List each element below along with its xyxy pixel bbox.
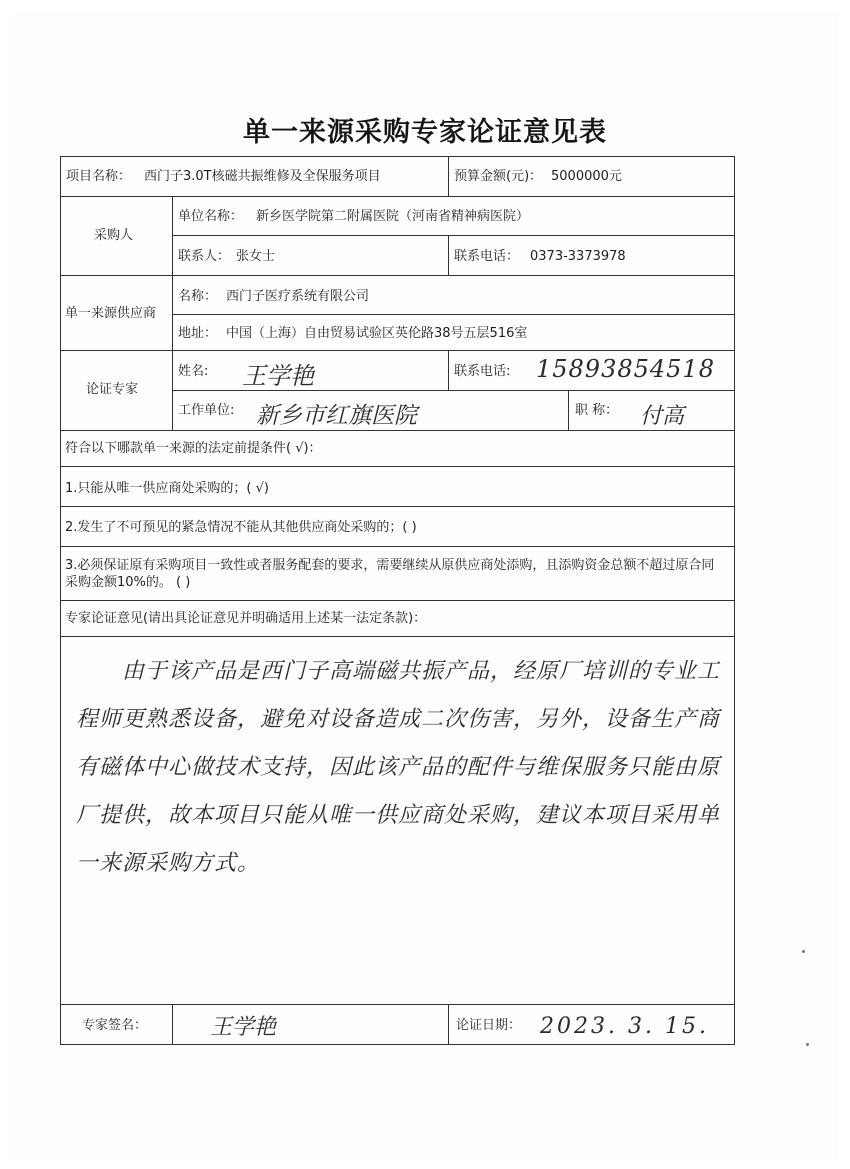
scan-speck — [806, 1043, 809, 1046]
table-line — [60, 275, 735, 276]
date-label: 论证日期： — [456, 1018, 522, 1033]
purchaser-unit-label: 单位名称： — [178, 209, 244, 224]
signature-label: 专家签名： — [82, 1018, 148, 1033]
opinion-handwritten-text: 由于该产品是西门子高端磁共振产品，经原厂培训的专业工程师更熟悉设备，避免对设备造成二次伤害，另外，设备生产商有磁体中心做技术支持，因此该产品的配件与维保服务只能由原厂提供，故本项目只能从唯一供应商处采购，建议本项目采用单一来源采购方式。 — [76, 659, 721, 876]
table-line — [60, 466, 735, 467]
supplier-address-value: 中国（上海）自由贸易试验区英伦路38号五层516室 — [226, 326, 528, 341]
table-line — [172, 314, 735, 315]
table-line — [60, 506, 735, 507]
conditions-header: 符合以下哪款单一来源的法定前提条件( √)： — [65, 441, 322, 456]
table-line — [734, 156, 735, 1044]
condition-item-3: 3.必须保证原有采购项目一致性或者服务配套的要求，需要继续从原供应商处添购，且添购资金总额不超过原合同采购金额10%的。 ( ) — [65, 558, 715, 590]
condition-item-1: 1.只能从唯一供应商处采购的；( √) — [65, 481, 269, 496]
purchaser-phone-label: 联系电话： — [454, 249, 520, 264]
expert-title-handwritten: 付高 — [640, 404, 685, 429]
table-line — [172, 1004, 173, 1044]
table-line — [60, 636, 735, 637]
supplier-name-value: 西门子医疗系统有限公司 — [226, 289, 370, 304]
scan-speck — [802, 950, 805, 953]
table-line — [172, 196, 173, 430]
table-line — [448, 156, 449, 196]
form-title: 单一来源采购专家论证意见表 — [243, 117, 607, 148]
purchaser-unit-value: 新乡医学院第二附属医院（河南省精神病医院） — [256, 209, 530, 224]
project-name-label: 项目名称： — [66, 169, 132, 184]
project-name-value: 西门子3.0T核磁共振维修及全保服务项目 — [144, 169, 381, 184]
expert-name-label: 姓名: — [178, 364, 209, 379]
expert-title-label: 职 称： — [575, 403, 619, 418]
budget-label: 预算金额(元)： — [454, 169, 543, 184]
expert-work-label: 工作单位: — [178, 403, 235, 418]
budget-value: 5000000元 — [551, 169, 622, 184]
table-line — [60, 600, 735, 601]
table-line — [60, 350, 735, 351]
expert-section-label: 论证专家 — [86, 382, 139, 397]
expert-work-handwritten: 新乡市红旗医院 — [256, 403, 417, 429]
condition-item-2: 2.发生了不可预见的紧急情况不能从其他供应商处采购的；( ) — [65, 520, 417, 535]
table-line — [60, 430, 735, 431]
table-line — [568, 390, 569, 430]
opinion-header: 专家论证意见(请出具论证意见并明确适用上述某一法定条款)： — [65, 611, 427, 626]
table-line — [448, 350, 449, 390]
purchaser-phone-value: 0373-3373978 — [530, 249, 626, 264]
signature-handwritten: 王学艳 — [210, 1015, 277, 1040]
expert-name-handwritten: 王学艳 — [242, 362, 314, 390]
expert-phone-handwritten: 15893854518 — [536, 355, 715, 383]
table-line — [60, 196, 735, 197]
table-line — [448, 1004, 449, 1044]
supplier-name-label: 名称： — [178, 289, 218, 304]
table-line — [172, 235, 735, 236]
purchaser-contact-value: 张女士 — [236, 249, 276, 264]
supplier-address-label: 地址： — [178, 326, 218, 341]
table-line — [60, 156, 61, 1044]
expert-phone-label: 联系电话: — [454, 364, 511, 379]
supplier-section-label: 单一来源供应商 — [65, 306, 157, 321]
table-line — [60, 1004, 735, 1005]
table-line — [448, 235, 449, 275]
table-line — [60, 156, 735, 157]
table-line — [60, 546, 735, 547]
date-handwritten: 2023. 3. 15. — [540, 1014, 709, 1039]
purchaser-contact-label: 联系人： — [178, 249, 231, 264]
purchaser-section-label: 采购人 — [94, 228, 134, 243]
table-line — [60, 1044, 735, 1045]
